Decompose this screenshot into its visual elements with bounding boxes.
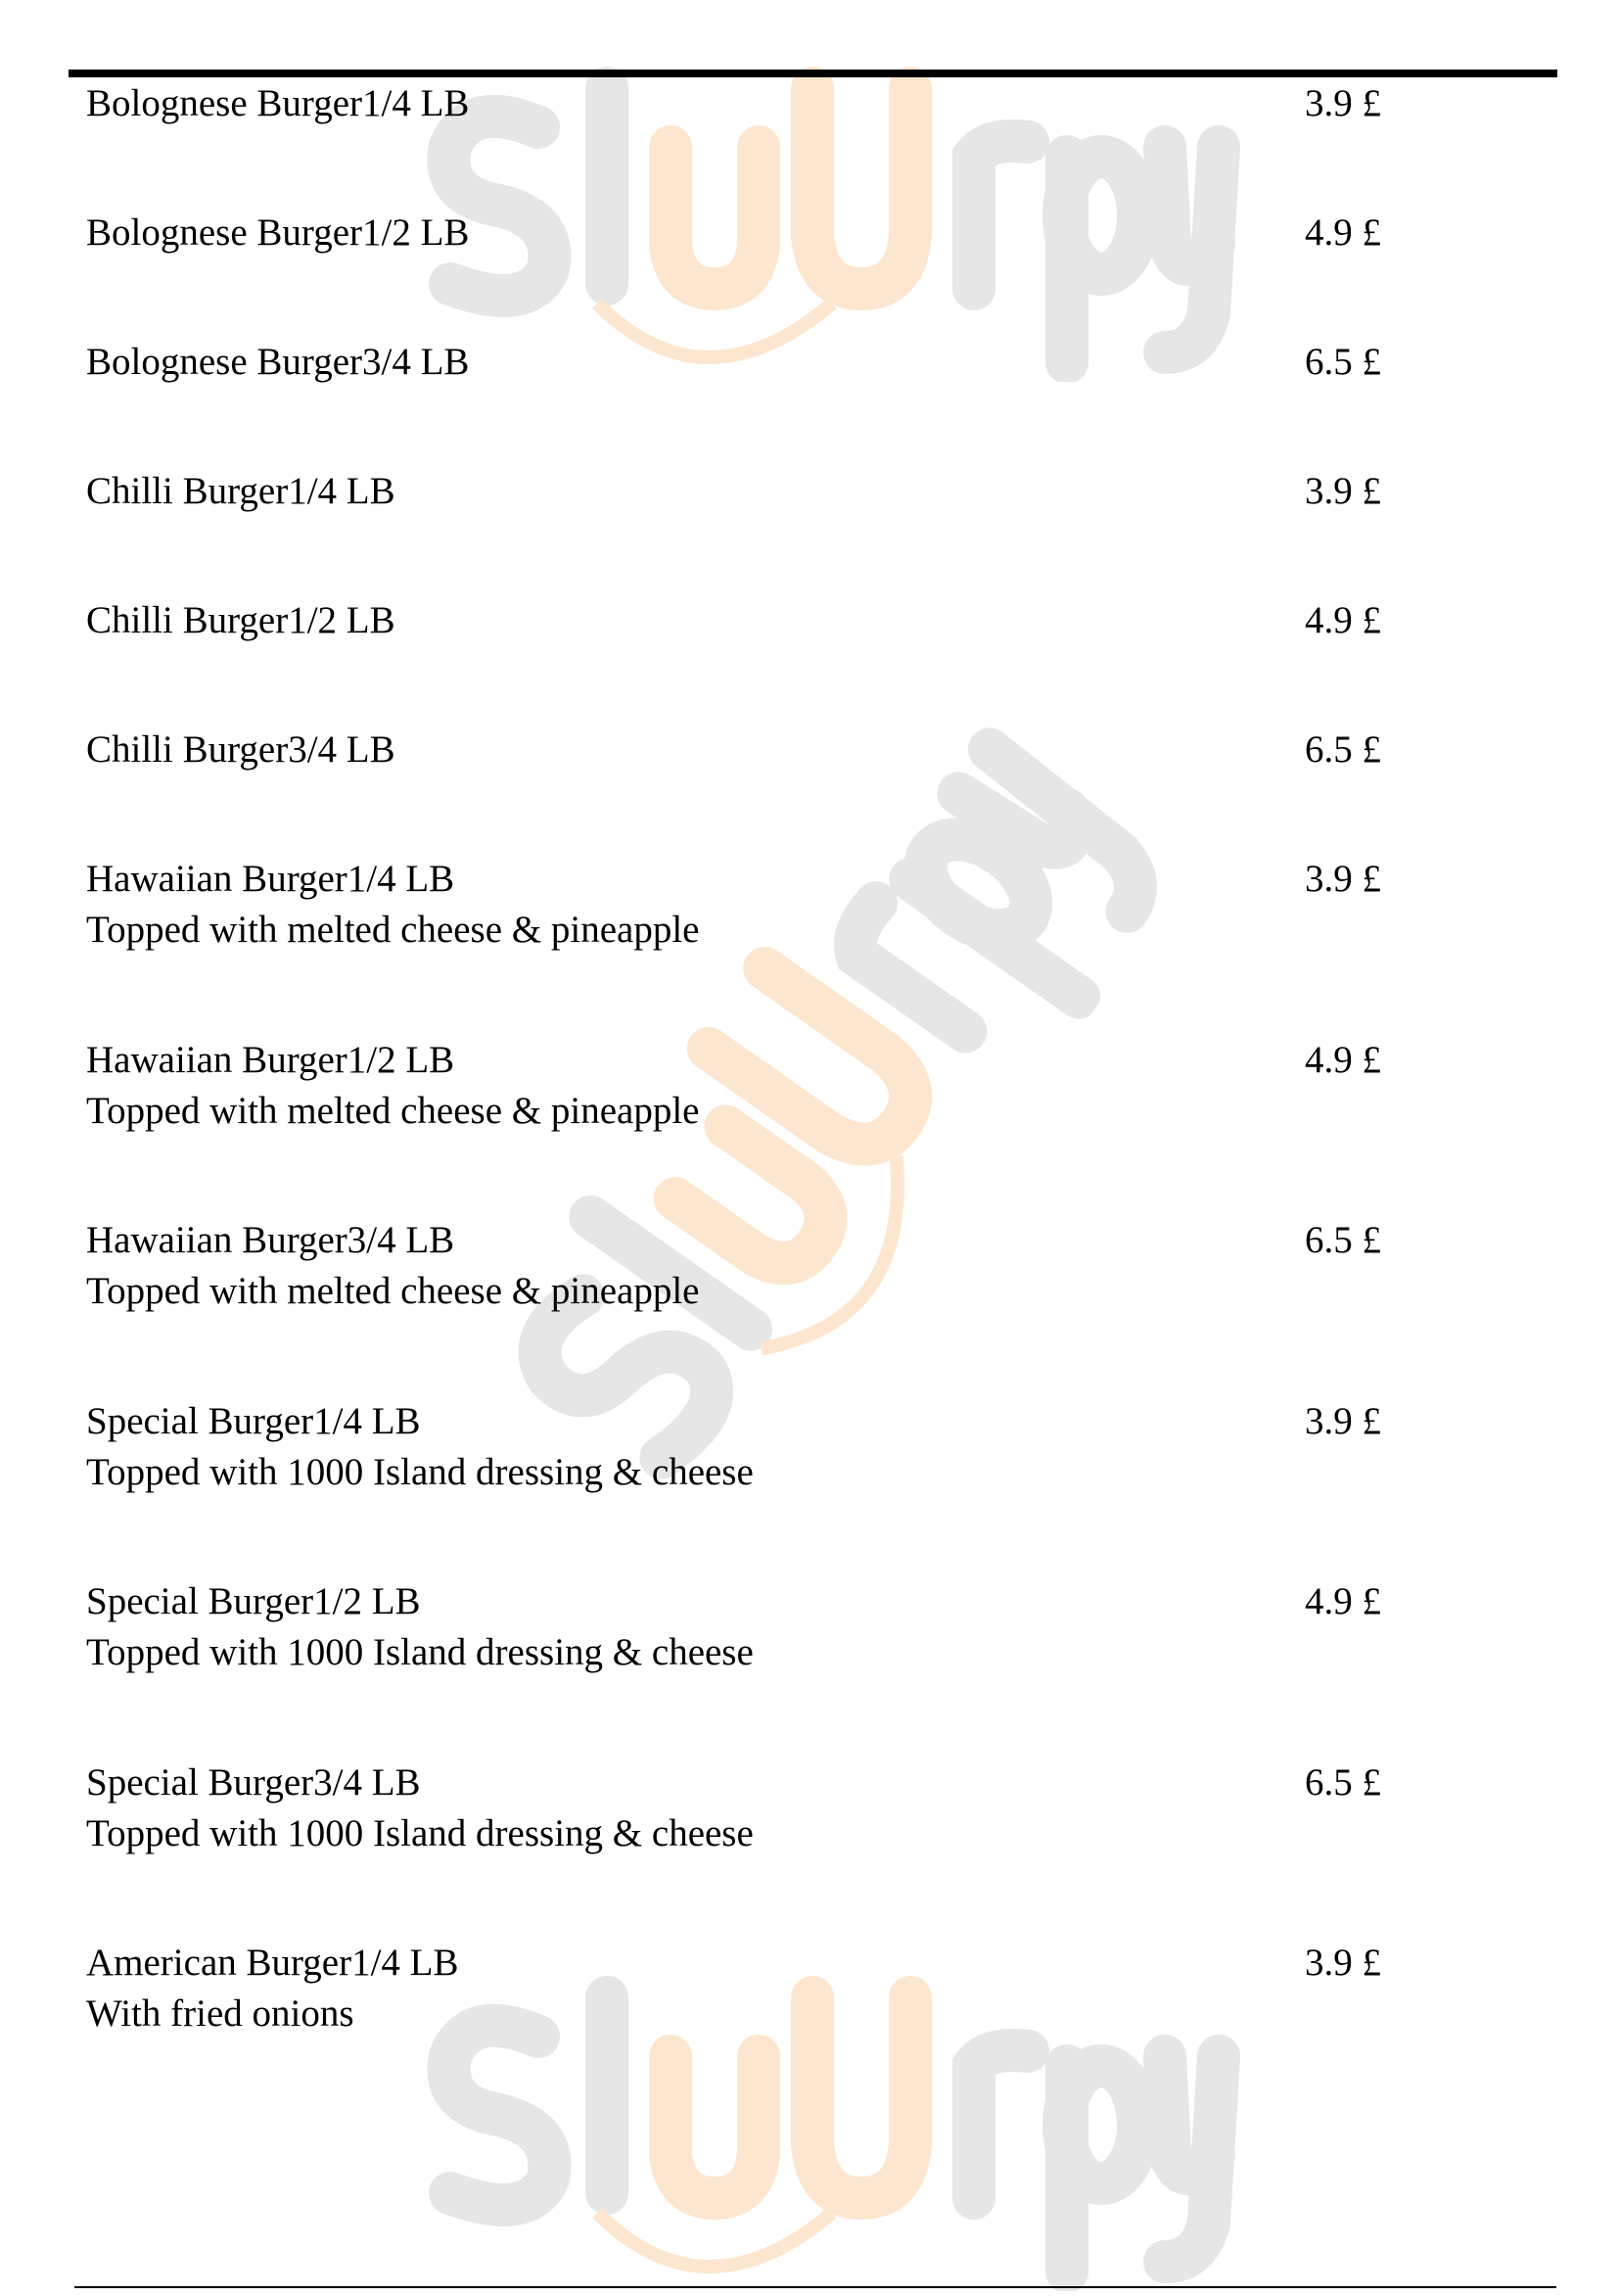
item-name: Bolognese Burger1/2 LB bbox=[86, 211, 470, 254]
item-price: 4.9 £ bbox=[1305, 1580, 1381, 1622]
item-description: Topped with 1000 Island dressing & cheese bbox=[86, 1811, 754, 1854]
menu-item bbox=[86, 1757, 1554, 1939]
item-price: 3.9 £ bbox=[1305, 82, 1381, 124]
item-name: Special Burger1/2 LB bbox=[86, 1580, 421, 1622]
item-description: Topped with 1000 Island dressing & cheese bbox=[86, 1450, 754, 1493]
item-name: Bolognese Burger3/4 LB bbox=[86, 341, 470, 383]
item-price: 6.5 £ bbox=[1305, 341, 1381, 383]
item-description: With fried onions bbox=[86, 1992, 354, 2035]
menu-list bbox=[86, 78, 1554, 2119]
item-price: 4.9 £ bbox=[1305, 1038, 1381, 1081]
menu-item bbox=[86, 1396, 1554, 1577]
item-description: Topped with melted cheese & pineapple bbox=[86, 1270, 700, 1312]
item-name: Hawaiian Burger1/2 LB bbox=[86, 1038, 455, 1081]
item-price: 4.9 £ bbox=[1305, 599, 1381, 641]
item-price: 6.5 £ bbox=[1305, 1219, 1381, 1261]
menu-item bbox=[86, 854, 1554, 1035]
menu-item bbox=[86, 466, 1554, 595]
bottom-divider bbox=[74, 2286, 1556, 2288]
item-description: Topped with 1000 Island dressing & cheese bbox=[86, 1631, 754, 1673]
menu-item bbox=[86, 1938, 1554, 2119]
menu-item bbox=[86, 337, 1554, 466]
item-name: Chilli Burger3/4 LB bbox=[86, 728, 395, 771]
item-price: 6.5 £ bbox=[1305, 728, 1381, 771]
item-price: 3.9 £ bbox=[1305, 858, 1381, 900]
item-name: Special Burger3/4 LB bbox=[86, 1760, 421, 1804]
menu-item bbox=[86, 1035, 1554, 1216]
item-name: American Burger1/4 LB bbox=[86, 1942, 459, 1984]
item-price: 6.5 £ bbox=[1305, 1760, 1381, 1804]
top-divider bbox=[69, 70, 1557, 77]
item-price: 3.9 £ bbox=[1305, 470, 1381, 512]
item-price: 4.9 £ bbox=[1305, 211, 1381, 254]
menu-item bbox=[86, 595, 1554, 725]
item-name: Hawaiian Burger3/4 LB bbox=[86, 1219, 455, 1261]
item-name: Chilli Burger1/2 LB bbox=[86, 599, 395, 641]
menu-item bbox=[86, 78, 1554, 208]
menu-item bbox=[86, 1576, 1554, 1757]
menu-item bbox=[86, 208, 1554, 337]
item-name: Hawaiian Burger1/4 LB bbox=[86, 858, 455, 900]
item-description: Topped with melted cheese & pineapple bbox=[86, 1089, 700, 1132]
item-name: Special Burger1/4 LB bbox=[86, 1399, 421, 1442]
item-name: Chilli Burger1/4 LB bbox=[86, 470, 395, 512]
item-description: Topped with melted cheese & pineapple bbox=[86, 909, 700, 951]
menu-item bbox=[86, 1215, 1554, 1396]
item-price: 3.9 £ bbox=[1305, 1399, 1381, 1442]
item-name: Bolognese Burger1/4 LB bbox=[86, 82, 470, 124]
menu-item bbox=[86, 725, 1554, 854]
item-price: 3.9 £ bbox=[1305, 1942, 1381, 1984]
